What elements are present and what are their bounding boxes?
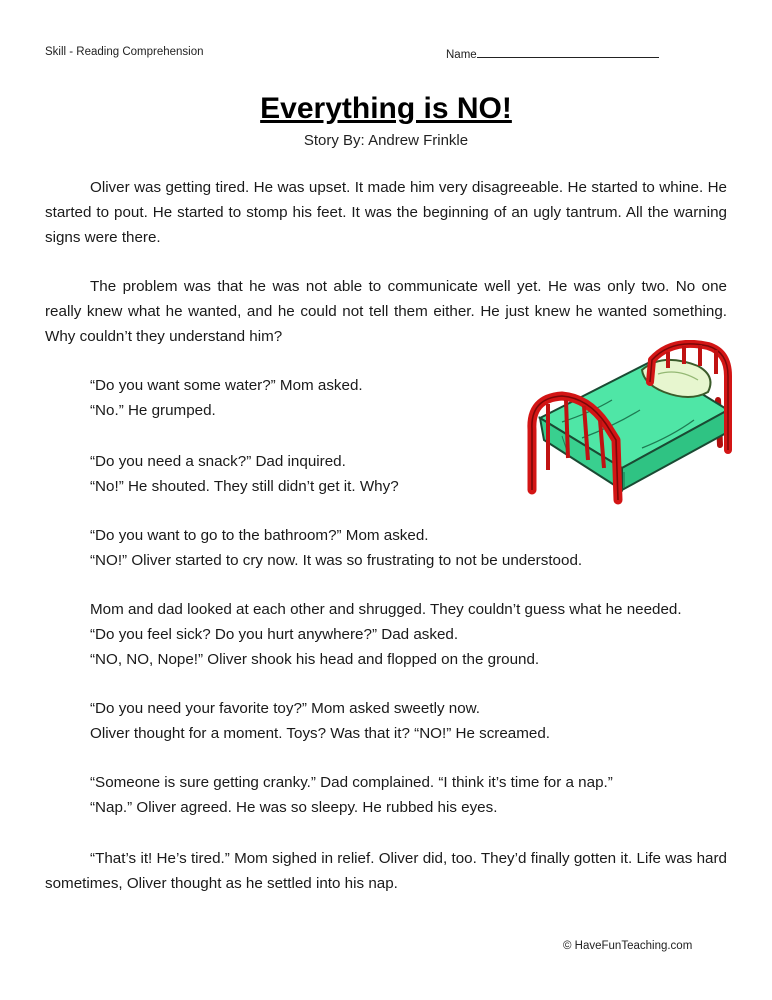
dialogue-line: Oliver thought for a moment. Toys? Was that it? “NO!” He screamed. xyxy=(90,725,551,742)
paragraph-final-text: That’s it! He’s tired.” Mom sighed in relief. Oliver did, too. They’d finally gotten it. Life was hard sometimes, Oliver thought as he settled into his nap. xyxy=(45,850,727,892)
dialogue-line: “Do you want some water?” Mom asked. xyxy=(90,377,363,394)
dialogue-line: “Do you need a snack?” Dad inquired. xyxy=(90,453,346,470)
dialogue-line: “NO, NO, Nope!” Oliver shook his head and flopped on the ground. xyxy=(90,651,540,668)
dialogue-line: “Do you want to go to the bathroom?” Mom asked. xyxy=(90,527,429,544)
skill-label: Skill - Reading Comprehension xyxy=(45,46,204,58)
dialogue-line: “No.” He grumped. xyxy=(90,402,216,419)
name-blank-line xyxy=(477,46,659,58)
paragraph-2: The problem was that he was not able to communicate well yet. He was only two. No one really knew what he wanted, and he could not tell them either. He just knew he wanted something. Why couldn’t they understand him? xyxy=(45,278,727,345)
paragraph-final: “That’s it! He’s tired.” Mom sighed in relief. Oliver did, too. They’d finally gotten it. Life was hard sometimes, Oliver thought as he settled into his nap. xyxy=(45,850,727,892)
name-label: Name xyxy=(446,49,477,61)
dialogue-line: “Someone is sure getting cranky.” Dad complained. “I think it’s time for a nap.” xyxy=(90,774,613,791)
copyright-footer: © HaveFunTeaching.com xyxy=(563,940,693,952)
story-byline: Story By: Andrew Frinkle xyxy=(303,132,469,149)
dialogue-line: “Nap.” Oliver agreed. He was so sleepy. He rubbed his eyes. xyxy=(90,799,498,816)
bed-illustration xyxy=(522,340,737,505)
dialogue-line: “No!” He shouted. They still didn’t get it. Why? xyxy=(90,478,399,495)
story-title: Everything is NO! xyxy=(260,92,512,125)
dialogue-line: “Do you need your favorite toy?” Mom asked sweetly now. xyxy=(90,700,480,717)
paragraph-1: Oliver was getting tired. He was upset. It made him very disagreeable. He started to whine. He started to pout. He started to stomp his feet. It was the beginning of an ugly tantrum. All the warning signs were there. xyxy=(45,179,727,246)
dialogue-line: “NO!” Oliver started to cry now. It was so frustrating to not be understood. xyxy=(90,552,583,569)
name-field xyxy=(446,46,659,61)
dialogue-line: “Do you feel sick? Do you hurt anywhere?” Dad asked. xyxy=(90,626,459,643)
dialogue-line: Mom and dad looked at each other and shrugged. They couldn’t guess what he needed. xyxy=(90,601,682,618)
